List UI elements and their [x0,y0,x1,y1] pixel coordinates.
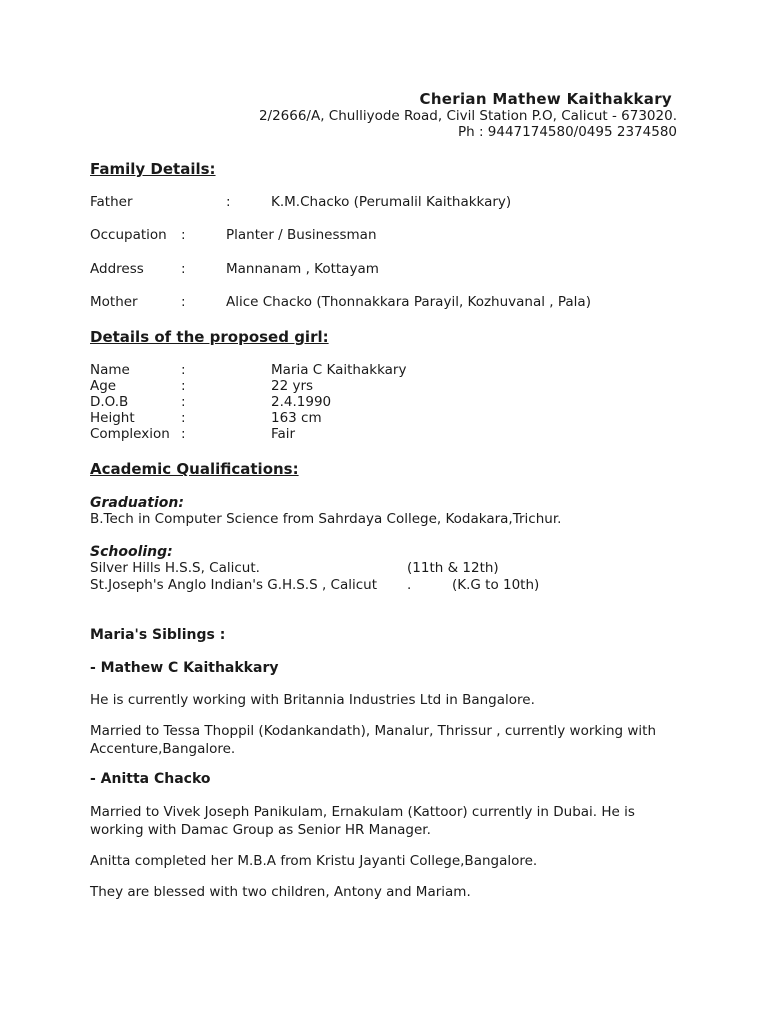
school-dot: . [407,577,412,593]
sibling-paragraph: Married to Vivek Joseph Panikulam, Ernakulam (Kattoor) currently in Dubai. He is working with Damac Group as Senior HR Manager. [90,804,635,838]
sibling-name: - Anitta Chacko [90,771,211,787]
academic-heading: Academic Qualifications: [90,460,299,478]
field-value: 2.4.1990 [271,394,332,410]
field-separator: : [181,261,186,277]
sibling-paragraph: Married to Tessa Thoppil (Kodankandath), Manalur, Thrissur , currently working with Accenture,Bangalore. [90,723,657,757]
field-value: 163 cm [271,410,322,426]
field-separator: : [181,294,186,310]
field-value: Mannanam , Kottayam [226,261,379,277]
sibling-paragraph: He is currently working with Britannia Industries Ltd in Bangalore. [90,692,535,708]
field-label: D.O.B [90,394,129,410]
sender-phone: Ph : 9447174580/0495 2374580 [457,124,677,140]
field-value: 22 yrs [271,378,314,394]
sibling-name: - Mathew C Kaithakkary [90,660,279,676]
field-label: Father [90,194,133,210]
field-value: Fair [271,426,296,442]
sender-address: 2/2666/A, Chulliyode Road, Civil Station P.O, Calicut - 673020. [258,108,677,124]
field-value: Maria C Kaithakkary [271,362,407,378]
school-classes: (K.G to 10th) [452,577,540,593]
field-label: Occupation [90,227,167,243]
field-label: Complexion [90,426,170,442]
graduation-label: Graduation: [90,495,184,511]
field-value: Alice Chacko (Thonnakkara Parayil, Kozhuvanal , Pala) [226,294,591,310]
sibling-paragraph: They are blessed with two children, Antony and Mariam. [90,884,471,900]
field-separator: : [181,378,186,394]
field-separator: : [226,194,231,210]
sibling-paragraph: Anitta completed her M.B.A from Kristu Jayanti College,Bangalore. [90,853,538,869]
school-name: St.Joseph's Anglo Indian's G.H.S.S , Calicut [90,577,378,593]
graduation-text: B.Tech in Computer Science from Sahrdaya College, Kodakara,Trichur. [90,511,562,527]
field-label: Mother [90,294,138,310]
field-separator: : [181,227,186,243]
school-name: Silver Hills H.S.S, Calicut. [90,560,260,576]
field-value: Planter / Businessman [226,227,377,243]
siblings-heading: Maria's Siblings : [90,627,226,643]
field-separator: : [181,362,186,378]
schooling-label: Schooling: [90,544,173,560]
sender-name: Cherian Mathew Kaithakkary [419,90,672,108]
field-label: Address [90,261,144,277]
field-value: K.M.Chacko (Perumalil Kaithakkary) [271,194,512,210]
field-separator: : [181,394,186,410]
field-separator: : [181,410,186,426]
field-separator: : [181,426,186,442]
proposed-girl-heading: Details of the proposed girl: [90,328,329,346]
field-label: Age [90,378,117,394]
school-classes: (11th & 12th) [407,560,499,576]
family-details-heading: Family Details: [90,160,216,178]
field-label: Name [90,362,130,378]
field-label: Height [90,410,135,426]
